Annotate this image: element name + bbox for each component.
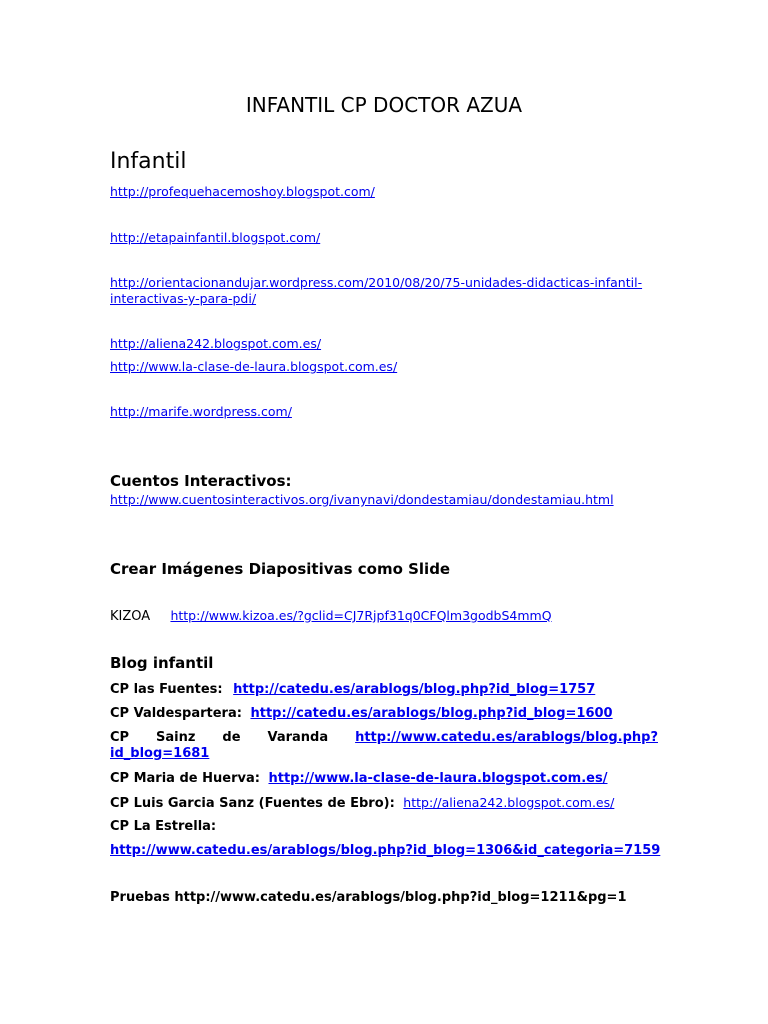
link-profequehacemoshoy[interactable]: http://profequehacemoshoy.blogspot.com/ [110, 184, 375, 199]
link-valdespartera[interactable]: http://catedu.es/arablogs/blog.php?id_blog=1600 [250, 706, 613, 721]
blog-row-la-estrella-label [110, 819, 216, 835]
blog-row-maria-de-huerva [110, 771, 607, 787]
section-heading-blog-infantil: Blog infantil [110, 654, 214, 672]
link-marife[interactable]: http://marife.wordpress.com/ [110, 404, 292, 419]
link-maria-de-huerva[interactable]: http://www.la-clase-de-laura.blogspot.com.es/ [268, 771, 608, 786]
blog-row-label-word: CP [110, 730, 130, 745]
link-kizoa[interactable]: http://www.kizoa.es/?gclid=CJ7Rjpf31q0CFQlm3godbS4mmQ [170, 608, 552, 623]
blog-row-luis-garcia-sanz [110, 795, 614, 812]
document-title: INFANTIL CP DOCTOR AZUA [245, 93, 523, 117]
link-etapainfantil[interactable]: http://etapainfantil.blogspot.com/ [110, 230, 321, 245]
link-las-fuentes[interactable]: http://catedu.es/arablogs/blog.php?id_blog=1757 [233, 682, 596, 697]
link-la-estrella[interactable]: http://www.catedu.es/arablogs/blog.php?id_blog=1306&id_categoria=7159 [110, 843, 661, 858]
blog-row-las-fuentes [110, 682, 595, 698]
blog-row-label-word: Varanda [267, 730, 329, 745]
link-sainz-de-varanda-part2[interactable]: id_blog=1681 [110, 746, 210, 761]
link-aliena242[interactable]: http://aliena242.blogspot.com.es/ [110, 336, 322, 351]
link-cuentosinteractivos[interactable]: http://www.cuentosinteractivos.org/ivanynavi/dondestamiau/dondestamiau.html [110, 492, 614, 507]
pruebas-line: Pruebas http://www.catedu.es/arablogs/blog.php?id_blog=1211&pg=1 [110, 890, 627, 905]
link-sainz-de-varanda-part1[interactable]: http://www.catedu.es/arablogs/blog.php? [355, 730, 658, 745]
link-luis-garcia-sanz[interactable]: http://aliena242.blogspot.com.es/ [403, 795, 615, 810]
blog-row-sainz-de-varanda [110, 730, 658, 762]
blog-row-label-word: de [222, 730, 241, 745]
section-heading-cuentos: Cuentos Interactivos: [110, 472, 292, 490]
blog-row-label: CP las Fuentes: [110, 682, 223, 697]
link-orientacionandujar[interactable]: http://orientacionandujar.wordpress.com/2010/08/20/75-unidades-didacticas-infantil-interactivas-y-para-pdi/ [110, 275, 643, 306]
kizoa-row [110, 608, 552, 624]
blog-row-label: CP Luis Garcia Sanz (Fuentes de Ebro): [110, 796, 395, 811]
blog-row-label-word: Sainz [156, 730, 196, 745]
blog-row-label: CP Valdespartera: [110, 706, 242, 721]
blog-row-valdespartera [110, 706, 613, 722]
link-la-clase-de-laura[interactable]: http://www.la-clase-de-laura.blogspot.com.es/ [110, 359, 398, 374]
section-heading-infantil: Infantil [110, 149, 187, 174]
kizoa-label: KIZOA [110, 609, 151, 624]
section-heading-crear-imagenes: Crear Imágenes Diapositivas como Slide [110, 560, 451, 578]
blog-row-label: CP La Estrella: [110, 819, 217, 834]
blog-row-label: CP Maria de Huerva: [110, 771, 260, 786]
